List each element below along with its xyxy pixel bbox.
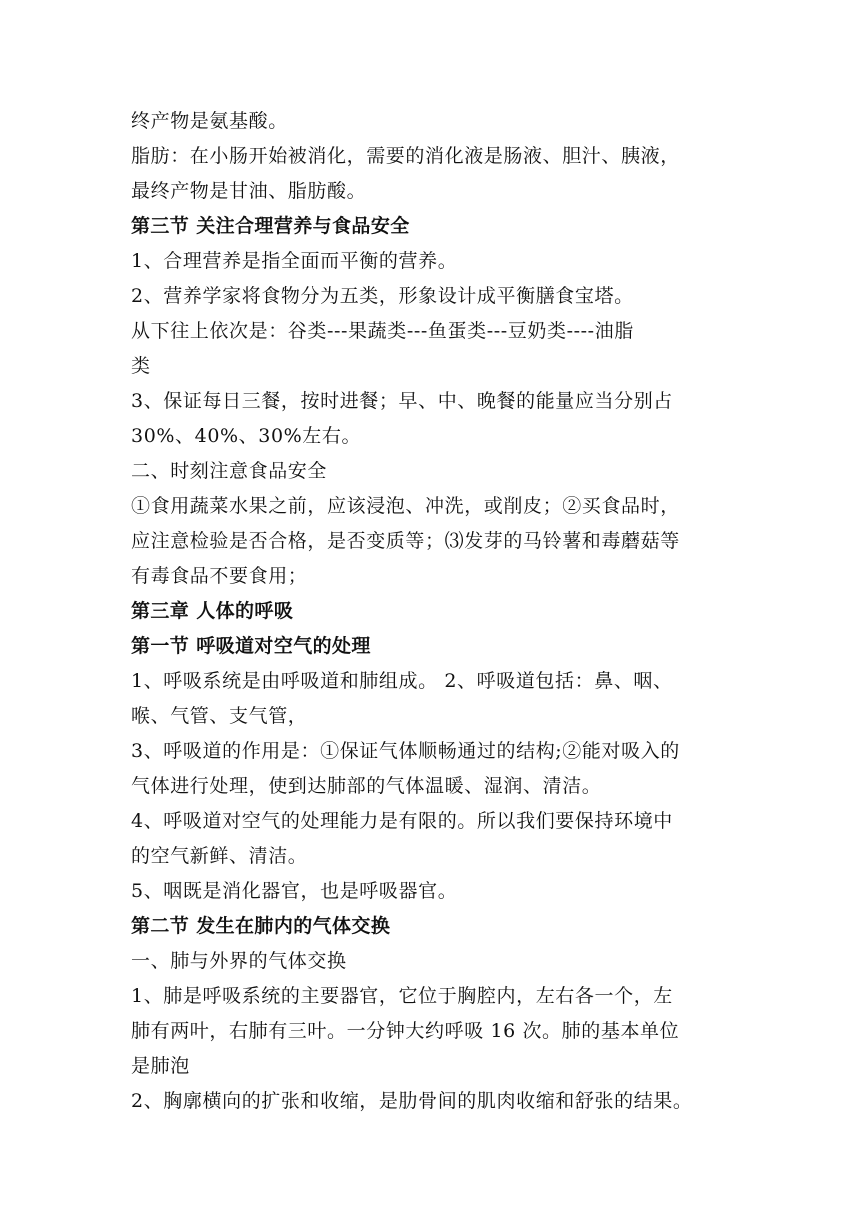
text-line: ①食用蔬菜水果之前，应该浸泡、冲洗，或削皮；②买食品时，: [131, 495, 680, 517]
text-line: 喉、气管、支气管，: [131, 705, 308, 727]
text-line: 肺有两叶，右肺有三叶。一分钟大约呼吸 16 次。肺的基本单位: [131, 1020, 680, 1042]
section-heading: 第三节 关注合理营养与食品安全: [131, 215, 410, 237]
text-line: 是肺泡: [131, 1055, 190, 1077]
text-line: 4、呼吸道对空气的处理能力是有限的。所以我们要保持环境中: [131, 810, 673, 832]
text-line: 气体进行处理，使到达肺部的气体温暖、湿润、清洁。: [131, 775, 602, 797]
text-line: 脂肪：在小肠开始被消化，需要的消化液是肠液、胆汁、胰液，: [131, 145, 680, 167]
text-line: 2、营养学家将食物分为五类，形象设计成平衡膳食宝塔。: [131, 285, 634, 307]
text-line: 终产物是氨基酸。: [131, 110, 288, 132]
text-line: 的空气新鲜、清洁。: [131, 845, 308, 867]
text-line: 从下往上依次是：谷类---果蔬类---鱼蛋类---豆奶类----油脂: [131, 320, 634, 342]
text-line: 最终产物是甘油、脂肪酸。: [131, 180, 367, 202]
chapter-heading: 第三章 人体的呼吸: [131, 600, 294, 622]
text-line: 3、呼吸道的作用是：①保证气体顺畅通过的结构;②能对吸入的: [131, 740, 680, 762]
text-line: 一、肺与外界的气体交换: [131, 950, 347, 972]
text-line: 2、胸廓横向的扩张和收缩，是肋骨间的肌肉收缩和舒张的结果。: [131, 1090, 693, 1112]
text-line: 30%、40%、30%左右。: [131, 425, 362, 447]
text-line: 1、合理营养是指全面而平衡的营养。: [131, 250, 458, 272]
text-line: 有毒食品不要食用；: [131, 565, 308, 587]
text-line: 3、保证每日三餐，按时进餐；早、中、晚餐的能量应当分别占: [131, 390, 673, 412]
document-body: [131, 104, 731, 1119]
text-line: 应注意检验是否合格，是否变质等；⑶发芽的马铃薯和毒蘑菇等: [131, 530, 680, 552]
text-line: 二、时刻注意食品安全: [131, 460, 328, 482]
text-line: 1、肺是呼吸系统的主要器官，它位于胸腔内，左右各一个，左: [131, 985, 673, 1007]
text-line: 类: [131, 355, 151, 377]
section-heading: 第一节 呼吸道对空气的处理: [131, 635, 371, 657]
text-line: 1、呼吸系统是由呼吸道和肺组成。 2、呼吸道包括：鼻、咽、: [131, 670, 673, 692]
section-heading: 第二节 发生在肺内的气体交换: [131, 915, 391, 937]
text-line: 5、咽既是消化器官，也是呼吸器官。: [131, 880, 458, 902]
